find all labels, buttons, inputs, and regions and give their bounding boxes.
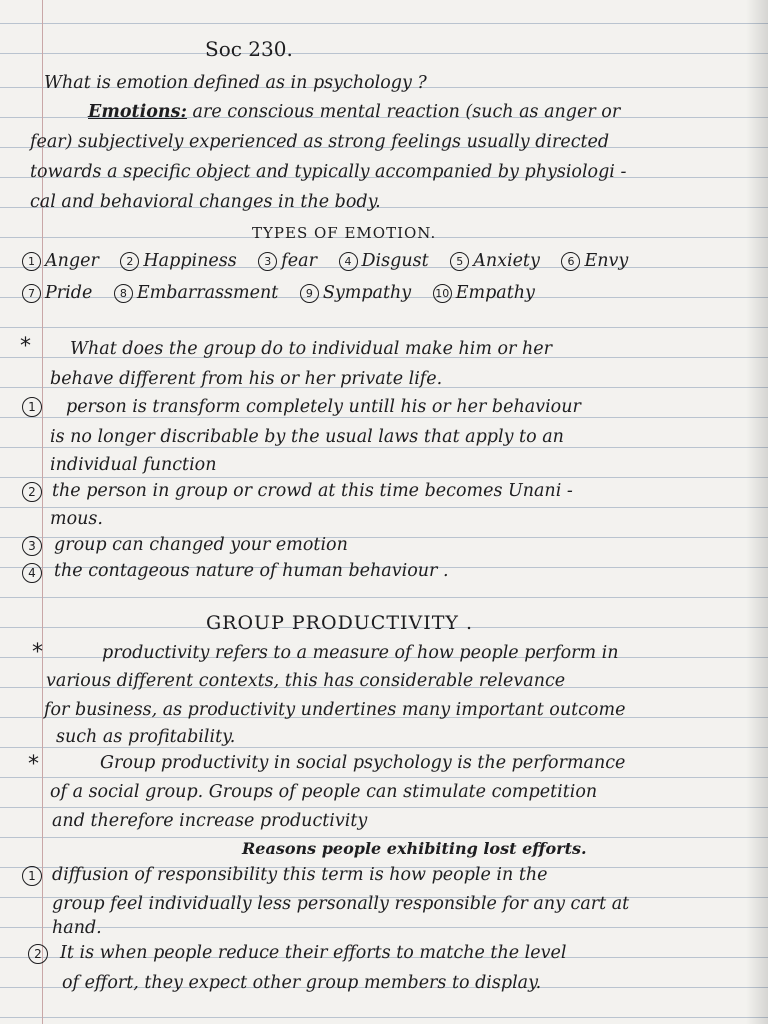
types-row-2 <box>22 282 551 304</box>
number-circle: 6 <box>561 252 580 271</box>
emotion-type-item <box>450 251 540 271</box>
group-point-2-line-2: mous. <box>50 509 103 529</box>
emotion-type-label: Envy <box>584 251 629 271</box>
group-point-4: the contageous nature of human behaviour . <box>54 561 449 581</box>
emotion-question: What is emotion defined as in psychology ? <box>44 73 427 93</box>
productivity-heading: GROUP PRODUCTIVITY . <box>206 612 474 634</box>
emotion-type-label: Anxiety <box>473 251 540 271</box>
number-circle: 4 <box>22 563 42 583</box>
page-title: Soc 230. <box>205 37 293 61</box>
productivity-para-1-line-4: such as profitability. <box>56 727 236 747</box>
number-circle: 1 <box>22 252 41 271</box>
emotion-type-label: Empathy <box>455 283 535 303</box>
emotion-type-item <box>114 283 278 303</box>
types-row-1 <box>22 250 644 272</box>
emotion-type-item <box>120 251 236 271</box>
emotion-type-label: Sympathy <box>322 283 412 303</box>
productivity-para-2-line-3: and therefore increase productivity <box>52 811 368 831</box>
number-circle: 5 <box>450 252 469 271</box>
productivity-para-2-line-1: Group productivity in social psychology is the performance <box>100 753 626 773</box>
productivity-para-1-line-1: productivity refers to a measure of how people perform in <box>102 643 619 663</box>
productivity-para-1-line-3: for business, as productivity undertines many important outcome <box>44 700 626 720</box>
definition-text: are conscious mental reaction (such as anger or <box>192 102 621 122</box>
definition-line-3: towards a specific object and typically accompanied by physiologi - <box>30 162 627 182</box>
number-circle: 7 <box>22 284 41 303</box>
group-point-2-line-1: the person in group or crowd at this time becomes Unani - <box>52 481 573 501</box>
asterisk-marker: * <box>20 334 31 359</box>
group-point-3: group can changed your emotion <box>54 535 348 555</box>
margin-line <box>42 0 43 1024</box>
productivity-para-2-line-2: of a social group. Groups of people can stimulate competition <box>50 782 598 802</box>
definition-line-1 <box>88 101 620 123</box>
emotion-type-item <box>561 251 628 271</box>
emotion-type-label: Embarrassment <box>136 283 279 303</box>
number-circle: 9 <box>300 284 319 303</box>
emotion-type-label: Disgust <box>361 251 429 271</box>
number-circle: 1 <box>22 866 42 886</box>
reason-2-line-2: of effort, they expect other group members to display. <box>62 973 542 993</box>
definition-term: Emotions: <box>88 102 187 122</box>
emotion-type-label: fear <box>281 251 317 271</box>
reason-1-line-1: diffusion of responsibility this term is how people in the <box>52 865 548 885</box>
number-circle: 2 <box>28 944 48 964</box>
number-circle: 2 <box>120 252 139 271</box>
number-circle: 1 <box>22 397 42 417</box>
number-circle: 2 <box>22 482 42 502</box>
emotion-type-label: Pride <box>45 283 93 303</box>
emotion-type-label: Anger <box>45 251 99 271</box>
reason-1-line-3: hand. <box>52 918 102 938</box>
group-question-line-2: behave different from his or her private life. <box>50 369 443 389</box>
asterisk-marker: * <box>28 752 39 777</box>
reason-2-line-1: It is when people reduce their efforts to matche the level <box>60 943 567 963</box>
emotion-type-item <box>22 283 92 303</box>
definition-line-2: fear) subjectively experienced as strong feelings usually directed <box>30 132 610 152</box>
asterisk-marker: * <box>32 640 43 665</box>
emotion-type-item <box>300 283 411 303</box>
number-circle: 8 <box>114 284 133 303</box>
emotion-type-item <box>258 251 317 271</box>
number-circle: 3 <box>22 536 42 556</box>
emotion-type-item <box>339 251 429 271</box>
reasons-heading: Reasons people exhibiting lost efforts. <box>242 839 587 858</box>
productivity-para-1-line-2: various different contexts, this has considerable relevance <box>46 671 566 691</box>
emotion-type-item <box>433 283 535 303</box>
number-circle: 3 <box>258 252 277 271</box>
types-heading: TYPES OF EMOTION. <box>252 224 437 242</box>
definition-line-4: cal and behavioral changes in the body. <box>30 192 381 212</box>
emotion-type-item <box>22 251 99 271</box>
number-circle: 4 <box>339 252 358 271</box>
reason-1-line-2: group feel individually less personally responsible for any cart at <box>52 894 630 914</box>
group-point-1-line-2: is no longer discribable by the usual laws that apply to an <box>50 427 564 447</box>
group-question-line-1: What does the group do to individual make him or her <box>70 339 552 359</box>
group-point-1-line-1: person is transform completely untill his or her behaviour <box>66 397 581 417</box>
number-circle: 10 <box>433 284 452 303</box>
emotion-type-label: Happiness <box>143 251 237 271</box>
group-point-1-line-3: individual function <box>50 455 217 475</box>
page-edge-shadow <box>746 0 768 1024</box>
